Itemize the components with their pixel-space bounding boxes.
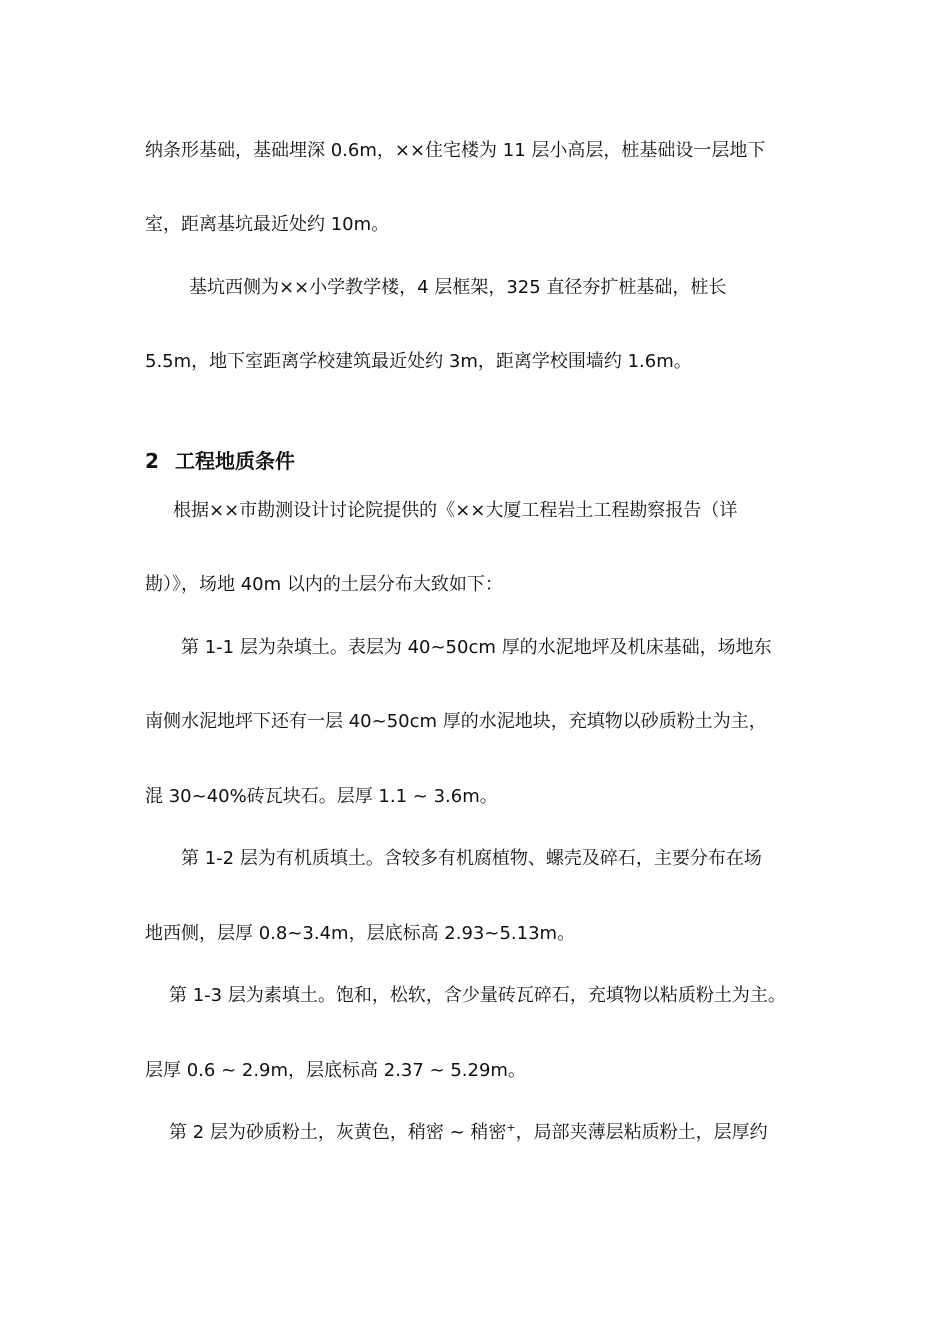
layer-2-plus-sign: + xyxy=(506,1121,516,1134)
paragraph-b-line-2: 5.5m，地下室距离学校建筑最近处约 3m，距离学校围墙约 1.6m。 xyxy=(145,351,692,372)
layer-2-line-1 xyxy=(169,1121,768,1145)
paragraph-a-line-2: 室，距离基坑最近处约 10m。 xyxy=(145,214,390,235)
layer-1-1-line-3: 混 30~40%砖瓦块石。层厚 1.1 ~ 3.6m。 xyxy=(145,786,498,807)
layer-2-text-end: ，局部夹薄层粘质粉土，层厚约 xyxy=(515,1122,768,1143)
paragraph-c-line-2: 勘）》，场地 40m 以内的土层分布大致如下： xyxy=(145,574,503,595)
section-title: 工程地质条件 xyxy=(175,449,295,473)
layer-1-2-line-2: 地西侧，层厚 0.8~3.4m，层底标高 2.93~5.13m。 xyxy=(145,923,576,944)
paragraph-b-line-1: 基坑西侧为××小学教学楼，4 层框架，325 直径夯扩桩基础，桩长 xyxy=(189,277,727,298)
layer-1-1-line-1: 第 1-1 层为杂填土。表层为 40~50cm 厚的水泥地坪及机床基础，场地东 xyxy=(181,637,772,658)
paragraph-a-line-1: 纳条形基础，基础埋深 0.6m，××住宅楼为 11 层小高层，桩基础设一层地下 xyxy=(145,140,766,161)
layer-1-2-line-1: 第 1-2 层为有机质填土。含较多有机腐植物、螺壳及碎石，主要分布在场 xyxy=(181,848,762,869)
paragraph-c-line-1: 根据××市勘测设计讨论院提供的《××大厦工程岩土工程勘察报告（详 xyxy=(173,500,738,521)
section-number: 2 xyxy=(145,449,159,473)
section-heading xyxy=(145,448,295,474)
layer-2-text-start: 第 2 层为砂质粉土，灰黄色，稍密 ~ 稍密 xyxy=(169,1122,507,1143)
layer-1-3-line-1: 第 1-3 层为素填土。饱和，松软，含少量砖瓦碎石，充填物以粘质粉土为主。 xyxy=(169,985,786,1006)
layer-1-1-line-2: 南侧水泥地坪下还有一层 40~50cm 厚的水泥地块，充填物以砂质粉土为主， xyxy=(145,711,767,732)
layer-1-3-line-2: 层厚 0.6 ~ 2.9m，层底标高 2.37 ~ 5.29m。 xyxy=(145,1060,526,1081)
